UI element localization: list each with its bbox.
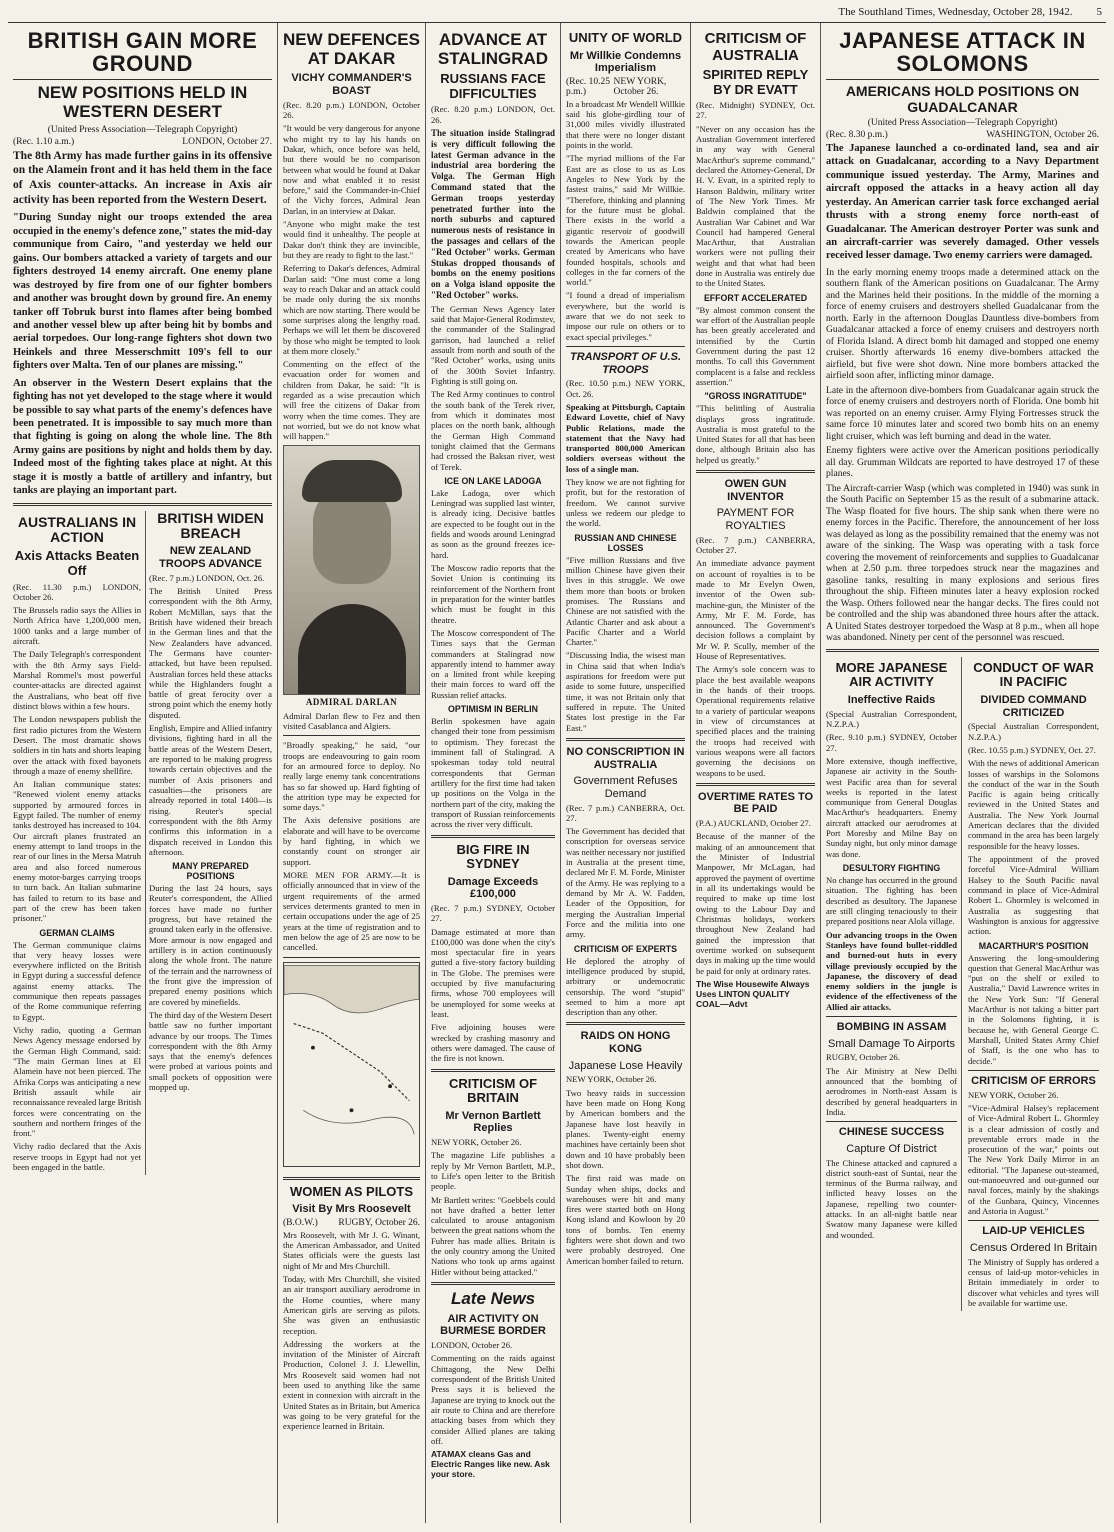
dateline: (Rec. 10.55 p.m.) SYDNEY, Oct. 27. [968, 744, 1096, 755]
article-transport-troops [566, 351, 685, 733]
dateline: (Rec. 10.50 p.m.) NEW YORK, Oct. 26. [566, 378, 685, 399]
paragraph: Five adjoining houses were wrecked by crashing masonry and others were damaged. The cause of the fire is not known. [431, 1022, 555, 1064]
paragraph: More extensive, though ineffective, Japanese air activity in the South-west Pacific area than for several weeks is reported in the latest communique from General Douglas MacArthur's headquarters. Enemy aircraft attacked our aerodromes at Port Moresby and Milne Bay on Sunday night, but only minor damage was done. [826, 755, 957, 859]
paragraph: An observer in the Western Desert explains that the fighting has not yet developed to the stage where it would be possible to say what parts of the enemy's defences have been penetrated. It is impossible to say much more than that fighting is going on along the whole line. The 8th Army gains are positions by night and holds them by day. Indeed most of the fighting takes place at night. At this stage it is mostly a battle of artillery and infantry, but tanks are playing an important part. [13, 377, 272, 497]
paragraph: "Never on any occasion has the Australian Government interfered in any way with General MacArthur's supreme command," declared the Attorney-General, Dr H. V. Evatt, in a spirited reply to Hanson Baldwin, military writer of The New York Times. Mr Baldwin complained that the Australian War Cabinet and War Council had hampered General MacArthur, that Australian workers were not pulling their weight and that what had been done in Australia was entirely due to the United States. [696, 123, 815, 289]
rec-time: (Rec. 8.30 p.m.) [826, 129, 888, 140]
article-criticism-britain [431, 1077, 555, 1277]
headline: OVERTIME RATES TO BE PAID [697, 790, 814, 816]
masthead [8, 6, 1106, 23]
paragraph: Today, with Mrs Churchill, she visited an air transport auxiliary aerodrome in the Home counties, where many American girls are serving as pilots. She was given an enthusiastic reception. [283, 1273, 420, 1336]
dateline [826, 130, 1099, 140]
paragraph: The third day of the Western Desert battle saw no further important advance by our troops. The Times correspondent with the 8th Army says that the enemy's defences were probed at various points and small pockets of opposition were mopped up. [149, 1009, 272, 1093]
paragraph: In the early morning enemy troops made a determined attack on the southern flank of the American positions on Guadalcanar. The Army and the Marines held their positions. In the middle of the morning a force of enemy cruisers and destroyers shelled Guadalcanar from the north. Early in the afternoon Douglas Dauntless dive-bombers from Guadalcanar attacked a force of enemy cruisers and destroyers north of Florida Island. A direct bomb hit damaged and stopped one enemy cruiser. Shortly afterwards 16 enemy dive-bombers attacked the airfield, but five were shot down. Nine more bombers attacked the airfield soon after, inflicting minor damage. [826, 266, 1099, 382]
headline: NO CONSCRIPTION IN AUSTRALIA [566, 745, 685, 771]
paragraph: He deplored the atrophy of intelligence produced by stupid, arbitrary or undemocratic censorship. The word "stupid" seemed to him a more apt description than any other. [566, 955, 685, 1018]
dateline: (Rec. 11.30 p.m.) LONDON, October 26. [13, 581, 141, 602]
article-more-prepared [283, 740, 420, 952]
article-sydney-fire [431, 843, 555, 1064]
paragraph: "Anyone who might make the test would find it unhealthy. The people at Dakar don't think they are invincible, but they are ready to fight to the last." [283, 219, 420, 261]
lower-split [826, 657, 1099, 1311]
paragraph: "Broadly speaking," he said, "our troops are endeavouring to gain room for an armoured force to deploy. No really large enemy tank concentrations has so far showed up. Hard fighting of the attrition type may be expected for some days." [283, 740, 420, 813]
page-number: 5 [1096, 6, 1102, 18]
headline: BOMBING IN ASSAM [836, 1021, 947, 1034]
byline: (Special Australian Correspondent, N.Z.P.A.) [968, 721, 1099, 742]
headline: CHINESE SUCCESS [838, 1126, 945, 1139]
paragraph: In a broadcast Mr Wendell Willkie said his globe-girdling tour of 31,000 miles vividly illustrated that there were no longer distant points in the world. [566, 98, 685, 151]
paragraph: The Government has decided that conscription for overseas service was neither necessary nor justified in Australia at the present time, declared Mr F. M. Forde, Minister of the Army. He was replying to a demand by Mr A. W. Fadden, Leader of the Opposition, for merging the Australian Imperial Force and the militia into one army. [566, 826, 685, 940]
subheadline: NEW ZEALAND TROOPS ADVANCE [159, 545, 262, 571]
paragraph: The magazine Life publishes a reply by Mr Vernon Bartlett, M.P., to Life's open letter to the British people. [431, 1150, 555, 1192]
paragraph: Because of the manner of the making of an announcement that the Minister of Industrial Manpower, Mr McLagan, had approved the payment of overtime in all its undertakings would be required to make up time lost owing to the Labour Day and Christmas holidays, workers throughout New Zealand had gained the impression that overtime worked on subsequent days in making up the time would be paid for only at ordinary rates. [696, 831, 815, 976]
subheadline: AMERICANS HOLD POSITIONS ON GUADALCANAR [845, 83, 1080, 115]
lead-paragraph: The situation inside Stalingrad is very difficult following the latest German advance in the industrial area bordering the Volga. The German High Command stated that the German troops yesterday penetrated further into the north suburbs and captured numerous nests of resistance in the passages and cellars of the "Red October" works. German Stukas dropped thousands of bombs on the enemy positions on a Volga island opposite the "Red October" works. [431, 128, 555, 301]
section-subhead: GERMAN CLAIMS [39, 927, 115, 938]
section-subhead: RUSSIAN AND CHINESE LOSSES [574, 532, 677, 553]
subheadline: Japanese Lose Heavily [568, 1059, 683, 1072]
paragraph: English, Empire and Allied infantry divisions, fighting hard in all the battle areas of the Western Desert, are reported to be making progress towards certain objectives and the number of Axis prisoners and casualties—the prisoners are already reported in total 1400—is rising. Reuter's special correspondent with the 8th Army confirms this information in a dispatch received in London this afternoon. [149, 723, 272, 857]
paragraph: Admiral Darlan flew to Fez and then visited Casablanca and Algiers. [283, 710, 420, 731]
dateline: LONDON, October 26. [431, 1340, 513, 1350]
subheadline: AIR ACTIVITY ON BURMESE BORDER [440, 1312, 546, 1338]
subheadline: Axis Attacks Beaten Off [14, 548, 140, 578]
paragraph: "During Sunday night our troops extended the area occupied in the enemy's defence zone," states the mid-day communique from Cairo, "and yesterday we held our gains. Our bombers attacked a variety of targets and our fighters destroyed 14 enemy aircraft. One enemy plane was destroyed by fire from one of our fighter bombers and another was brought down by ground fire. An enemy tanker off Tobruk burst into flames after being bombed and another vessel blew up after being hit by bombs and aerial torpedoes. Our long-range fighters shot down two Heinkels and three Messerschmitt 109's fell to our fighters over Malta. Ten of our planes are missing." [13, 212, 272, 372]
dateline-place: RUGBY, October 26. [338, 1217, 420, 1228]
paragraph: Late in the afternoon dive-bombers from Guadalcanar again struck the force of enemy cruisers and destroyers north of Florida. One bomb hit was reported on an enemy cruiser. Army Flying Fortresses struck the same force 10 minutes later and scored two bomb hits on an enemy light cruiser, which was left burning and dead in the water. [826, 384, 1099, 442]
paragraph: The Red Army continues to control the south bank of the Terek river, from which it dominates most places on the north bank, although the German High Command tonight claimed that the Germans had crossed the Baksan river, west of Terek. [431, 389, 555, 472]
desert-map [283, 962, 420, 1172]
dateline: (Rec. 7 p.m.) SYDNEY, October 27. [431, 902, 555, 924]
paragraph: "I found a dread of imperialism everywhere, but the world is aware that we do not seek to impose our rule on others or to exact special privileges." [566, 290, 685, 342]
paragraph: Commenting on the raids against Chittagong, the New Delhi correspondent of the British United Press says it is believed the Japanese are trying to knock out the air route to China and are therefore attacking bases from which they consider Allied planes are taking off. [431, 1353, 555, 1446]
paragraph: An immediate advance payment on account of royalties is to be made to Mr Evelyn Owen, inventor of the Owen sub-machine-gun, the Minister of the Army, Mr F. M. Forde, has announced. The Government's decision follows a complaint by Mr W. P. Scully, member of the House of Representatives. [696, 558, 815, 662]
rec-time: (Rec. 10.25 p.m.) [566, 76, 611, 97]
column-6 [821, 23, 1104, 1523]
paragraph: The Daily Telegraph's correspondent with the 8th Army says Field-Marshal Rommel's most powerful counter-attacks are directed against the Australians, who beat off five distinct blows within a few hours. [13, 649, 141, 711]
article-australians [13, 511, 146, 1176]
headline: WOMEN AS PILOTS [289, 1183, 414, 1199]
lead-paragraph: Speaking at Pittsburgh, Captain Edward Lovette, chief of Navy Public Relations, made the statement that the Navy had transported 800,000 American soldiers overseas without the loss of a single man. [566, 401, 685, 474]
headline: CRITICISM OF AUSTRALIA [704, 30, 807, 64]
paragraph: The German News Agency later said that Major-General Rodimstev, the commander of the Stalingrad garrison, had launched a relief assault from north and south of the "Red October" works, using units of the 300th Soviet Infantry. Fighting is still going on. [431, 303, 555, 387]
article-british-gain [13, 29, 272, 498]
paragraph: Vichy radio, quoting a German News Agency message endorsed by the German High Command, said: "The main German lines at El Alamein have not been pierced. The Afrika Corps was anticipating a new British assault while air reconnaissance revealed large British forces were concentrating on the southern and northern fringes of the front." [13, 1025, 141, 1139]
paragraph: "Vice-Admiral Halsey's replacement of Vice-Admiral Robert L. Ghormley is a clear admission of costly and preventable errors made in the prosecution of the war," points out The New York Daily Mirror in an editorial. "The Japanese out-steamed, out-manoeuvred and out-gunned our naval forces, mainly by the shakings of the Gunbara, Quincy, Vincennes and Astoria in August." [968, 1102, 1099, 1217]
subheadline: Mr Willkie Condemns Imperialism [569, 49, 682, 75]
headline: BRITISH WIDEN BREACH [157, 509, 264, 542]
paragraph: No change has occurred in the ground situation. The fighting has been described as desultory. The Japanese are still clinging tenaciously to their prepared positions near Alola village. [826, 875, 957, 927]
subheadline: NEW POSITIONS HELD IN WESTERN DESERT [37, 83, 248, 121]
headline: RAIDS ON HONG KONG [580, 1030, 671, 1056]
paragraph: The Brussels radio says the Allies in North Africa have 1,200,000 men, 1000 tanks and a large number of aircraft. [13, 605, 141, 647]
column-5 [691, 23, 821, 1523]
headline: BIG FIRE IN SYDNEY [456, 841, 530, 872]
dateline: (Rec. 7 p.m.) CANBERRA, Oct. 27. [566, 802, 685, 823]
section-subhead: MACARTHUR'S POSITION [978, 940, 1089, 951]
dateline-place: WASHINGTON, October 26. [986, 129, 1099, 140]
subheadline: DIVIDED COMMAND CRITICIZED [980, 694, 1087, 719]
paragraph: "It would be very dangerous for anyone who might try to lay his hands on Dakar, which, once before was held, but there would be no comparison between what would be found at Dakar now and what enabled it to resist before," said the Commander-in-Chief of the Vichy forces, Admiral Jean Darlan, in an interview at Dakar. [283, 123, 420, 216]
dateline [283, 1218, 420, 1228]
paragraph: "This belittling of Australia displays gross ingratitude. Australia is most grateful to the United States for all that has been done, although Britain also has helped us greatly." [696, 403, 815, 465]
rec-time: (Rec. 1.10 a.m.) [13, 136, 75, 147]
columns [8, 23, 1106, 1523]
section-subhead: CRITICISM OF EXPERTS [573, 943, 678, 954]
article-raids-hong-kong [566, 1030, 685, 1266]
dateline: NEW YORK, October 26. [566, 1074, 657, 1085]
headline: Late News [450, 1289, 536, 1309]
headline: CRITICISM OF ERRORS [971, 1074, 1096, 1087]
paragraph: MORE MEN FOR ARMY.—It is officially announced that in view of the urgent requirements of the armed services determents granted to men in certain occupations under the age of 25 years at the time of registration and to men below the age of 25 are now to be cancelled. [283, 870, 420, 953]
section-subhead: "GROSS INGRATITUDE" [704, 391, 807, 402]
subheadline: PAYMENT FOR ROYALTIES [716, 507, 795, 533]
dateline: (Rec. 7 p.m.) LONDON, Oct. 26. [149, 572, 265, 583]
dateline: (Rec. 8.20 p.m.) LONDON, October 26. [283, 99, 420, 120]
article-owen-gun [696, 478, 815, 778]
dateline: (P.A.) AUCKLAND, October 27. [696, 818, 811, 829]
byline: (United Press Association—Telegraph Copyright) [47, 124, 238, 135]
dateline [566, 77, 685, 97]
headline: AUSTRALIANS IN ACTION [17, 513, 137, 546]
section-subhead: EFFORT ACCELERATED [703, 292, 808, 303]
paragraph: Vichy radio declared that the Axis reserve troops in Egypt had not yet been engaged in the battle. [13, 1141, 141, 1173]
paragraph: Answering the long-smouldering question that General MacArthur was "put on the shelf or exiled to Australia," David Lawrence writes in the New York Sun: "If General MacArthur is not taking a bitter part in the Solomons fighting, it is because he, with General George C. Marshall, United States Army Chief of Staff, is the one who has to decide." [968, 952, 1099, 1066]
headline: CRITICISM OF BRITAIN [448, 1075, 538, 1106]
subheadline: Mr Vernon Bartlett Replies [445, 1109, 541, 1135]
paragraph: The London newspapers publish the first radio pictures from the Western Desert. The most dramatic shows soldiers in tin hats and shorts leaping over the attack with fixed bayonets through a maze of enemy shellfire. [13, 714, 141, 776]
photo-caption: ADMIRAL DARLAN [305, 696, 398, 707]
subheadline: Capture Of District [846, 1142, 937, 1155]
paragraph: The Moscow correspondent of The Times says that the German commanders at Stalingrad now apparently intend to hammer away on a limited front while keeping their main forces to ward off the Russian relief attacks. [431, 627, 555, 700]
headline: ADVANCE AT STALINGRAD [437, 30, 549, 68]
byline: (Special Australian Correspondent, N.Z.P.A.) [826, 708, 957, 729]
paragraph: They know we are not fighting for profit, but for the restoration of freedom. We cannot survive unless we redeem our pledge to the world. [566, 477, 685, 529]
column-3 [426, 23, 561, 1523]
paragraph: The Moscow radio reports that the Soviet Union is continuing its reinforcement of the Northern front in preparation for the winter battles which must be fought in this theatre. [431, 563, 555, 625]
paragraph: Enemy fighters were active over the American positions periodically all day. Grumman Wildcats are reported to have destroyed 17 of these planes. [826, 445, 1099, 480]
paragraph: The Axis defensive positions are elaborate and will have to be overcome by hard fighting, in which we constantly count on stronger air support. [283, 815, 420, 867]
advertisement: The Wise Housewife Always Uses LINTON QUALITY COAL—Advt [696, 978, 810, 1009]
lead-paragraph: The 8th Army has made further gains in its offensive on the Alamein front and it has held them in the face of Axis counter-attacks. An increase in Axis air activity has been reported from the Western Desert. [13, 149, 272, 206]
rec-time: (B.O.W.) [283, 1217, 318, 1228]
paragraph: The Air Ministry at New Delhi announced that the bombing of aerodromes in North-east Assam is described by general headquarters in India. [826, 1065, 957, 1117]
paragraph: The first raid was made on Sunday when ships, docks and warehouses were hit and many fires were started both on Hong Kong island and Kowloon by 20 tons of bombs. Ten enemy fighters were shot down and two were probably destroyed. One American bomber failed to return. [566, 1173, 685, 1266]
paragraph: With the news of additional American losses of warships in the Solomons the conduct of the war in the South Pacific is again being critically reviewed in the United States and Australia. The New York Journal American declares that the divided command in the area has been largely responsible for the heavy losses. [968, 758, 1099, 851]
paragraph: Referring to Dakar's defences, Admiral Darlan said: "One must come a long way to reach Dakar and an attack could be made only during the six months which are now starting. There would be some surprises along the lengthy road. Perhaps we will let them be discovered by those who might be tempted to look at them more closely." [283, 263, 420, 356]
headline: NEW DEFENCES AT DAKAR [283, 30, 420, 68]
article-no-conscription [566, 746, 685, 1018]
paragraph: Commenting on the effect of the evacuation order for women and children from Dakar, he said: "It is regarded as a wise precaution which will free the citizens of Dakar from worry when the time comes. They are not worried, but we do not know what will happen." [283, 359, 420, 442]
lead-paragraph: The Japanese launched a co-ordinated land, sea and air attack on Guadalcanar, according to a Navy Department communique issued yesterday. The Army, Marines and aircraft opposed the attacks in a heavy action all day yesterday. An American carrier task force exchanged aerial thrusts with a strong enemy force north-east of Guadalcanar. The American destroyer Porter was sunk and an aircraft-carrier was severely damaged. Other vessels received lesser damage. Two enemy carriers were damaged. [826, 142, 1099, 262]
article-women-pilots [283, 1185, 420, 1432]
subheadline: Government Refuses Demand [573, 775, 678, 800]
paragraph: The Army's sole concern was to place the best available weapons in the hands of their troops. Operational requirements relative to a variety of particular weapons in view of circumstances at specified places and the training the troops had received with various weapons were all factors governing the decisions on weapons to be used. [696, 664, 815, 778]
article-conduct-war [968, 657, 1099, 1311]
paragraph: The German communique claims that very heavy losses were everywhere inflicted on the British in Egypt during a successful defence against enemy attacks. The communique then repeats passages of the Rome communique referring to Egypt. [13, 939, 141, 1022]
paragraph: The British United Press correspondent with the 8th Army, Robert McMillan, says that the British have widened their breach in the German lines and that the New Zealanders have advanced. The Germans have counter-attacked, but have been repulsed. Australian forces held these attacks while the Highlanders fought a battle of great ferocity over a strong point which the enemy hotly disputed. [149, 586, 272, 720]
dateline: (Rec. 9.10 p.m.) SYDNEY, October 27. [826, 732, 957, 753]
darlan-portrait-photo [283, 445, 420, 695]
headline: OWEN GUN INVENTOR [724, 478, 787, 503]
headline: JAPANESE ATTACK IN SOLOMONS [839, 28, 1086, 77]
subheadline: Damage Exceeds £100,000 [447, 875, 539, 901]
subheadline: Census Ordered In Britain [969, 1242, 1098, 1254]
subheadline: Visit By Mrs Roosevelt [292, 1203, 411, 1216]
paragraph: Two heavy raids in succession have been made on Hong Kong by American bombers and the Japanese have lost heavily in planes. Twenty-eight enemy machines have certainly been shot down and 10 have probably been shot down. [566, 1087, 685, 1170]
column-4 [561, 23, 691, 1523]
dateline: (Rec. 7 p.m.) CANBERRA, October 27. [696, 534, 815, 555]
headline: CONDUCT OF WAR IN PACIFIC [973, 659, 1094, 690]
headline: UNITY OF WORLD [568, 30, 683, 45]
dateline [13, 137, 272, 147]
dateline-place: LONDON, October 27. [182, 136, 272, 147]
paragraph: "The myriad millions of the Far East are as close to us as Los Angeles to New York by the fastest trains," said Mr Willkie. "Therefore, thinking and planning for the future must be global. There exists in the world a gigantic reservoir of goodwill towards the American people created by Americans who have founded hospitals, schools and colleges in the far corners of the world." [566, 153, 685, 288]
article-japanese-attack-solomons [826, 29, 1099, 644]
subheadline: Ineffective Raids [847, 694, 936, 706]
section-subhead: DESULTORY FIGHTING [842, 863, 941, 874]
article-overtime-rates [696, 791, 815, 1009]
paragraph: During the last 24 hours, says Reuter's correspondent, the Allied forces have made no further progress, but have retained the ground taken early in the offensive. More armour is now engaged and artillery is in action continuously along the whole front. The nature of the terrain and the narrowness of the front give the impression of prepared enemy positions which are covered by minefields. [149, 883, 272, 1007]
paragraph: "Discussing India, the wisest man in China said that when India's aspirations for freedom were put aside to some future, unspecified time, it was not Britain only that suffered in repute. The United States lost prestige in the Far East." [566, 650, 685, 733]
dateline: RUGBY, October 26. [826, 1052, 900, 1063]
paper-dateline: The Southland Times, Wednesday, October 28, 1942. [838, 6, 1073, 18]
paragraph: The Ministry of Supply has ordered a census of laid-up motor-vehicles in Britain immediately in order to discover what vehicles and tyres will be available for wartime use. [968, 1256, 1099, 1308]
byline: (United Press Association—Telegraph Copyright) [867, 117, 1058, 128]
article-british-widen [149, 511, 272, 1093]
subheadline: RUSSIANS FACE DIFFICULTIES [440, 71, 546, 101]
column-1 [8, 23, 278, 1523]
subheadline: VICHY COMMANDER'S BOAST [291, 72, 412, 98]
section-subhead: MANY PREPARED POSITIONS [172, 861, 249, 882]
paragraph: Lake Ladoga, over which Leningrad was supplied last winter, is already icing. Decisive battles are expected to be fought out in the fields and woods around Leningrad as soon as the ground freezes ice-hard. [431, 487, 555, 560]
headline: BRITISH GAIN MORE GROUND [27, 28, 258, 77]
column-2 [278, 23, 426, 1523]
dateline-place: NEW YORK, October 26. [613, 76, 667, 97]
paragraph: Berlin spokesmen have again changed their tone from pessimism to optimism. They forecast the imminent fall of Stalingrad. A spokesman today told neutral correspondents that German artillery for the first time had taken up positions on the Volga in the northern part of the city, making the transport of Russian reinforcements across the river very difficult. [431, 716, 555, 830]
dateline: NEW YORK, October 26. [431, 1136, 522, 1147]
headline: LAID-UP VEHICLES [982, 1225, 1085, 1238]
western-desert-map [283, 962, 420, 1167]
subheadline: SPIRITED REPLY BY DR EVATT [702, 67, 809, 97]
article-criticism-australia [696, 31, 815, 465]
advertisement: ATAMAX cleans Gas and Electric Ranges like new. Ask your store. [431, 1449, 550, 1480]
paragraph: "Five million Russians and five million Chinese have given their lives in this struggle. We owe them more than boots or broken promises. The Russians and Chinese are not satisfied with the Atlantic Charter and ask about a Pacific Charter and a World Charter." [566, 554, 685, 648]
article-dakar [283, 31, 420, 731]
paragraph: Addressing the workers at the invitation of the Minister of Aircraft Production, Colonel J. J. Llewellin, Mrs Roosevelt said women had not been used to anything like the same extent in connexion with aircraft in the United States as in Britain, but America was going to be very grateful for the experience learned in Britain. [283, 1338, 420, 1432]
headline: MORE JAPANESE AIR ACTIVITY [835, 659, 948, 690]
section-subhead: OPTIMISM IN BERLIN [448, 704, 538, 715]
paragraph: Mr Bartlett writes: "Goebbels could not have drafted a better letter calculated to arouse antagonism between the great nations whom the Fuhrer has made allies. Britain is the only country among the United Nations who took up arms against Hitler without being attacked." [431, 1194, 555, 1277]
article-unity-world [566, 31, 685, 342]
headline: TRANSPORT OF U.S. TROOPS [569, 351, 682, 376]
paragraph: "By almost common consent the war effort of the Australian people has been greatly accelerated and intensified by the Curtin Government during the past 12 months. To call this Government complacent is a false and reckless assertion." [696, 304, 815, 387]
dateline: (Rec. Midnight) SYDNEY, Oct. 27. [696, 100, 815, 121]
section-subhead: ICE ON LAKE LADOGA [444, 475, 542, 486]
subheadline: Small Damage To Airports [828, 1037, 955, 1050]
dateline: NEW YORK, October 26. [968, 1089, 1059, 1100]
paragraph: The Chinese attacked and captured a district south-east of Suntai, near the terminus of the Burma railway, and inflicted heavy losses on the Japanese, repelling two counter-attacks. In an all-night battle near Swatow many Japanese were killed and wounded. [826, 1157, 957, 1240]
paragraph: Mrs Roosevelt, with Mr J. G. Winant, the American Ambassador, and United States officials were the guests last night of Mr and Mrs Churchill. [283, 1229, 420, 1271]
article-late-news [431, 1290, 555, 1479]
paragraph: Damage estimated at more than £100,000 was done when the city's most spectacular fire in years gutted a five-story factory building in The Globe. The premises were occupied by five manufacturing firms, whose 700 employees will be unemployed for some weeks at least. [431, 926, 555, 1020]
article-stalingrad [431, 31, 555, 830]
paragraph: The Aircraft-carrier Wasp (which was completed in 1940) was sunk in the South Pacific on September 15 as the result of a submarine attack. The Wasp floated for five hours. The ship sank when there were no enemy forces in the Pacific. Therefore, the announcement of her loss was delayed as long as the possibility remained that the enemy was not aware of the sinking. The Wasp was operating with a task force covering the movement of reinforcements and supplies to Guadalcanar when at 2.50 p.m. three torpedoes struck near the magazines and gasoline tanks, resulting in many explosions and serious fires throughout the ship. Fifteen minutes later a heavy explosion rocked the Wasp. Others followed near the hangar decks. The fires could not be controlled and the ship was abandoned three hours after the attack. A United States destroyer torpedoed the Wasp at 8 p.m., when all hope was abandoned. Ninety per cent of the personnel was rescued. [826, 482, 1099, 644]
article-more-japanese-air [826, 657, 962, 1311]
paragraph: The appointment of the proved forceful Vice-Admiral William Halsey to the South Pacific naval command in place of Vice-Admiral Robert L. Ghormley is welcomed in Australia as suggesting that Washington is anxious for aggressive action. [968, 854, 1099, 937]
dateline: (Rec. 8.20 p.m.) LONDON, Oct. 26. [431, 104, 555, 125]
paragraph: An Italian communique states: "Renewed violent enemy attacks supported by armoured forces in Egypt failed. The number of enemy tanks destroyed has increased to 104. Our aircraft planes frustrated an enemy attempt to land troops in the rear of our lines in the Mersa Matruh area and also forced numerous enemy motor-barges carrying troops to turn back. An Italian submarine has failed to return to its base and part of the crew has been taken prisoner." [13, 779, 141, 924]
paragraph: Our advancing troops in the Owen Stanleys have found bullet-riddled and burned-out huts in every village previously occupied by the Japanese, the discovery of dead enemy soldiers in the jungle is evidence of the effectiveness of the Allied air attacks. [826, 929, 957, 1012]
